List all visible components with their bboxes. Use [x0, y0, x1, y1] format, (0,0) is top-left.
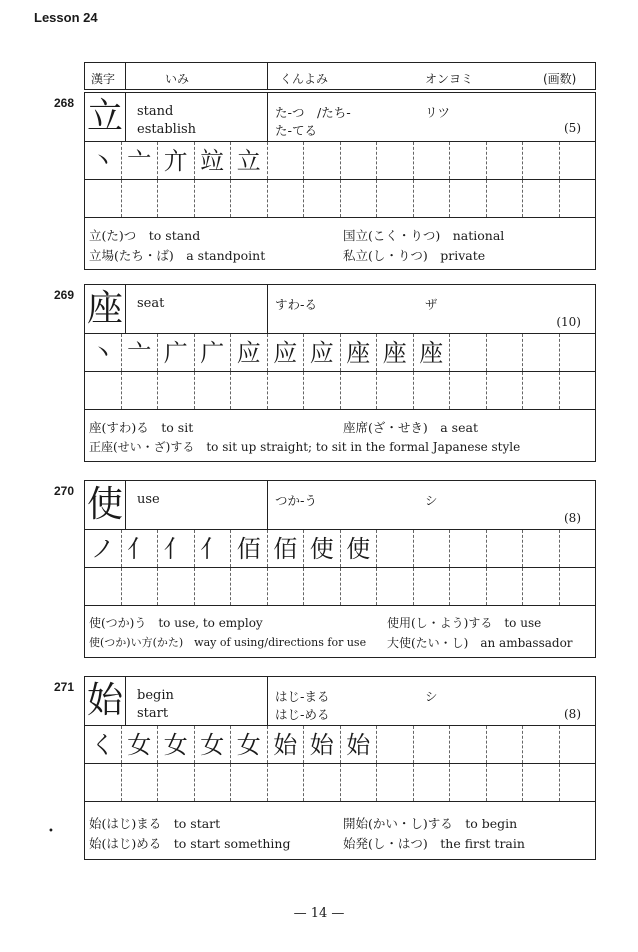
- entry-number: 270: [54, 484, 75, 498]
- stroke-cell: 使: [341, 530, 378, 567]
- stroke-cell: 应: [231, 334, 268, 371]
- stroke-count: (8): [564, 511, 581, 525]
- onyomi: ザ: [425, 297, 438, 312]
- onyomi: シ: [425, 689, 438, 704]
- onyomi: シ: [425, 493, 438, 508]
- stroke-cell: 始: [304, 726, 341, 763]
- example: 使(つか)う to use, to employ: [89, 616, 263, 630]
- example: 立場(たち・ば) a standpoint: [89, 248, 266, 263]
- kunyomi: すわ-る: [275, 297, 318, 312]
- meaning: start: [137, 706, 169, 721]
- stroke-cell: 始: [341, 726, 378, 763]
- kunyomi: た-つ /たち-: [275, 105, 351, 120]
- stroke-cell: 座: [341, 334, 378, 371]
- example: 国立(こく・りつ) national: [343, 228, 505, 243]
- stroke-cell: 女: [195, 726, 232, 763]
- header-imi: いみ: [165, 72, 190, 86]
- stroke-count: (5): [564, 121, 581, 135]
- meaning: stand: [137, 104, 174, 119]
- stroke-cell: 始: [268, 726, 305, 763]
- stroke-cell: 女: [122, 726, 159, 763]
- kunyomi: た-てる: [275, 123, 318, 138]
- stroke-grid: [84, 530, 596, 606]
- examples: [84, 802, 596, 860]
- example: 始発(し・はつ) the first train: [343, 836, 525, 851]
- example: 使用(し・よう)する to use: [387, 616, 542, 630]
- stroke-grid: [84, 142, 596, 218]
- stroke-count: (8): [564, 707, 581, 721]
- stroke-cell: 亠: [122, 334, 159, 371]
- stroke-cell: 亻: [122, 530, 159, 567]
- example: 使(つか)い方(かた) way of using/directions for use: [89, 636, 367, 649]
- margin-dot: •: [48, 826, 54, 837]
- stroke-grid: [84, 334, 596, 410]
- stroke-cell: 应: [304, 334, 341, 371]
- example: 私立(し・りつ) private: [343, 248, 486, 263]
- stroke-cell: 亻: [195, 530, 232, 567]
- example: 立(た)つ to stand: [89, 228, 201, 243]
- stroke-cell: 佰: [231, 530, 268, 567]
- stroke-cell: 亣: [158, 142, 195, 179]
- entry-number: 268: [54, 96, 75, 110]
- stroke-cell: 座: [414, 334, 451, 371]
- stroke-cell: 丶: [85, 334, 122, 371]
- example: 始(はじ)まる to start: [89, 816, 221, 831]
- entry-number: 269: [54, 288, 75, 302]
- stroke-cell: 女: [158, 726, 195, 763]
- kunyomi: つか-う: [275, 493, 318, 508]
- meaning: use: [137, 492, 160, 507]
- stroke-cell: 亻: [158, 530, 195, 567]
- table-header: [84, 62, 596, 90]
- examples: [84, 606, 596, 658]
- lesson-title: Lesson 24: [34, 10, 98, 25]
- examples: [84, 218, 596, 270]
- kanji-character: 座: [86, 288, 123, 329]
- onyomi: リツ: [425, 105, 451, 120]
- meaning: seat: [137, 296, 165, 311]
- header-kanji: 漢字: [91, 72, 116, 86]
- stroke-cell: 广: [158, 334, 195, 371]
- stroke-cell: 座: [377, 334, 414, 371]
- examples: [84, 410, 596, 462]
- stroke-count: (10): [556, 315, 581, 329]
- entry-number: 271: [54, 680, 75, 694]
- meaning: begin: [137, 688, 174, 703]
- stroke-cell: 广: [195, 334, 232, 371]
- header-onyomi: オンヨミ: [425, 72, 474, 86]
- header-strokes: (画数): [543, 72, 577, 86]
- kanji-character: 使: [86, 484, 123, 525]
- example: 始(はじ)める to start something: [89, 836, 291, 851]
- stroke-cell: ノ: [85, 530, 122, 567]
- header-kunyomi: くんよみ: [280, 72, 329, 86]
- example: 開始(かい・し)する to begin: [343, 816, 518, 831]
- stroke-cell: 立: [231, 142, 268, 179]
- example: 大使(たい・し) an ambassador: [387, 636, 573, 650]
- stroke-cell: 佰: [268, 530, 305, 567]
- kunyomi: はじ-まる: [275, 689, 330, 704]
- stroke-cell: く: [85, 726, 122, 763]
- stroke-cell: 竝: [195, 142, 232, 179]
- stroke-cell: 女: [231, 726, 268, 763]
- example: 正座(せい・ざ)する to sit up straight; to sit in the formal Japanese style: [89, 440, 521, 454]
- kanji-character: 立: [86, 96, 123, 137]
- stroke-grid: [84, 726, 596, 802]
- kunyomi: はじ-める: [275, 707, 330, 722]
- stroke-cell: 亠: [122, 142, 159, 179]
- kanji-character: 始: [86, 680, 123, 721]
- stroke-cell: 使: [304, 530, 341, 567]
- example: 座(すわ)る to sit: [89, 420, 194, 435]
- meaning: establish: [137, 122, 197, 137]
- page-number: — 14 —: [293, 906, 345, 921]
- stroke-cell: 应: [268, 334, 305, 371]
- stroke-cell: 丶: [85, 142, 122, 179]
- example: 座席(ざ・せき) a seat: [343, 420, 478, 435]
